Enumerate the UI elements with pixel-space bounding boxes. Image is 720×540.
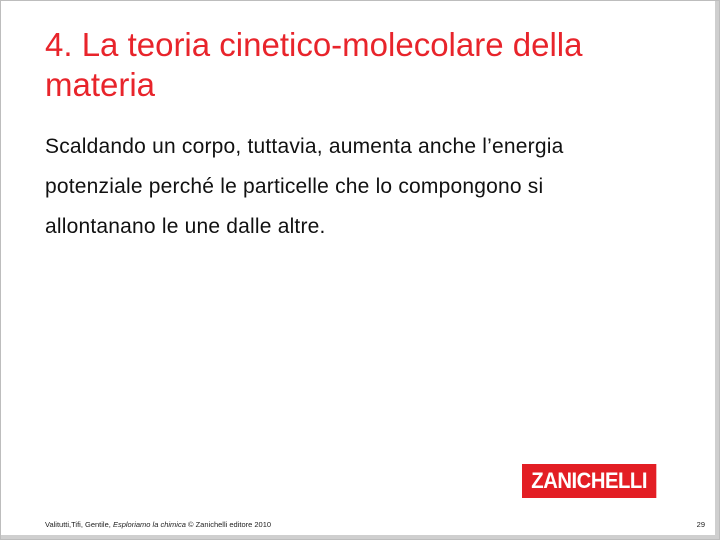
slide-title: 4. La teoria cinetico-molecolare della materia [45,26,583,103]
footer-book-title: Esploriamo la chimica [112,520,186,529]
footer-publisher: © Zanichelli editore 2010 [185,520,272,529]
slide-body-text: Scaldando un corpo, tuttavia, aumenta anche l’energia potenziale perché le particelle che lo compongono si allontanano le une dalle altre. [45,135,564,238]
slide-edge-bottom [1,535,720,539]
page-number: 29 [696,520,705,529]
publisher-logo: ZANICHELLI [522,464,656,498]
slide-edge-right [715,1,719,540]
footer-credit [45,520,271,530]
footer-authors: Valitutti,Tifi, Gentile, [45,520,113,529]
